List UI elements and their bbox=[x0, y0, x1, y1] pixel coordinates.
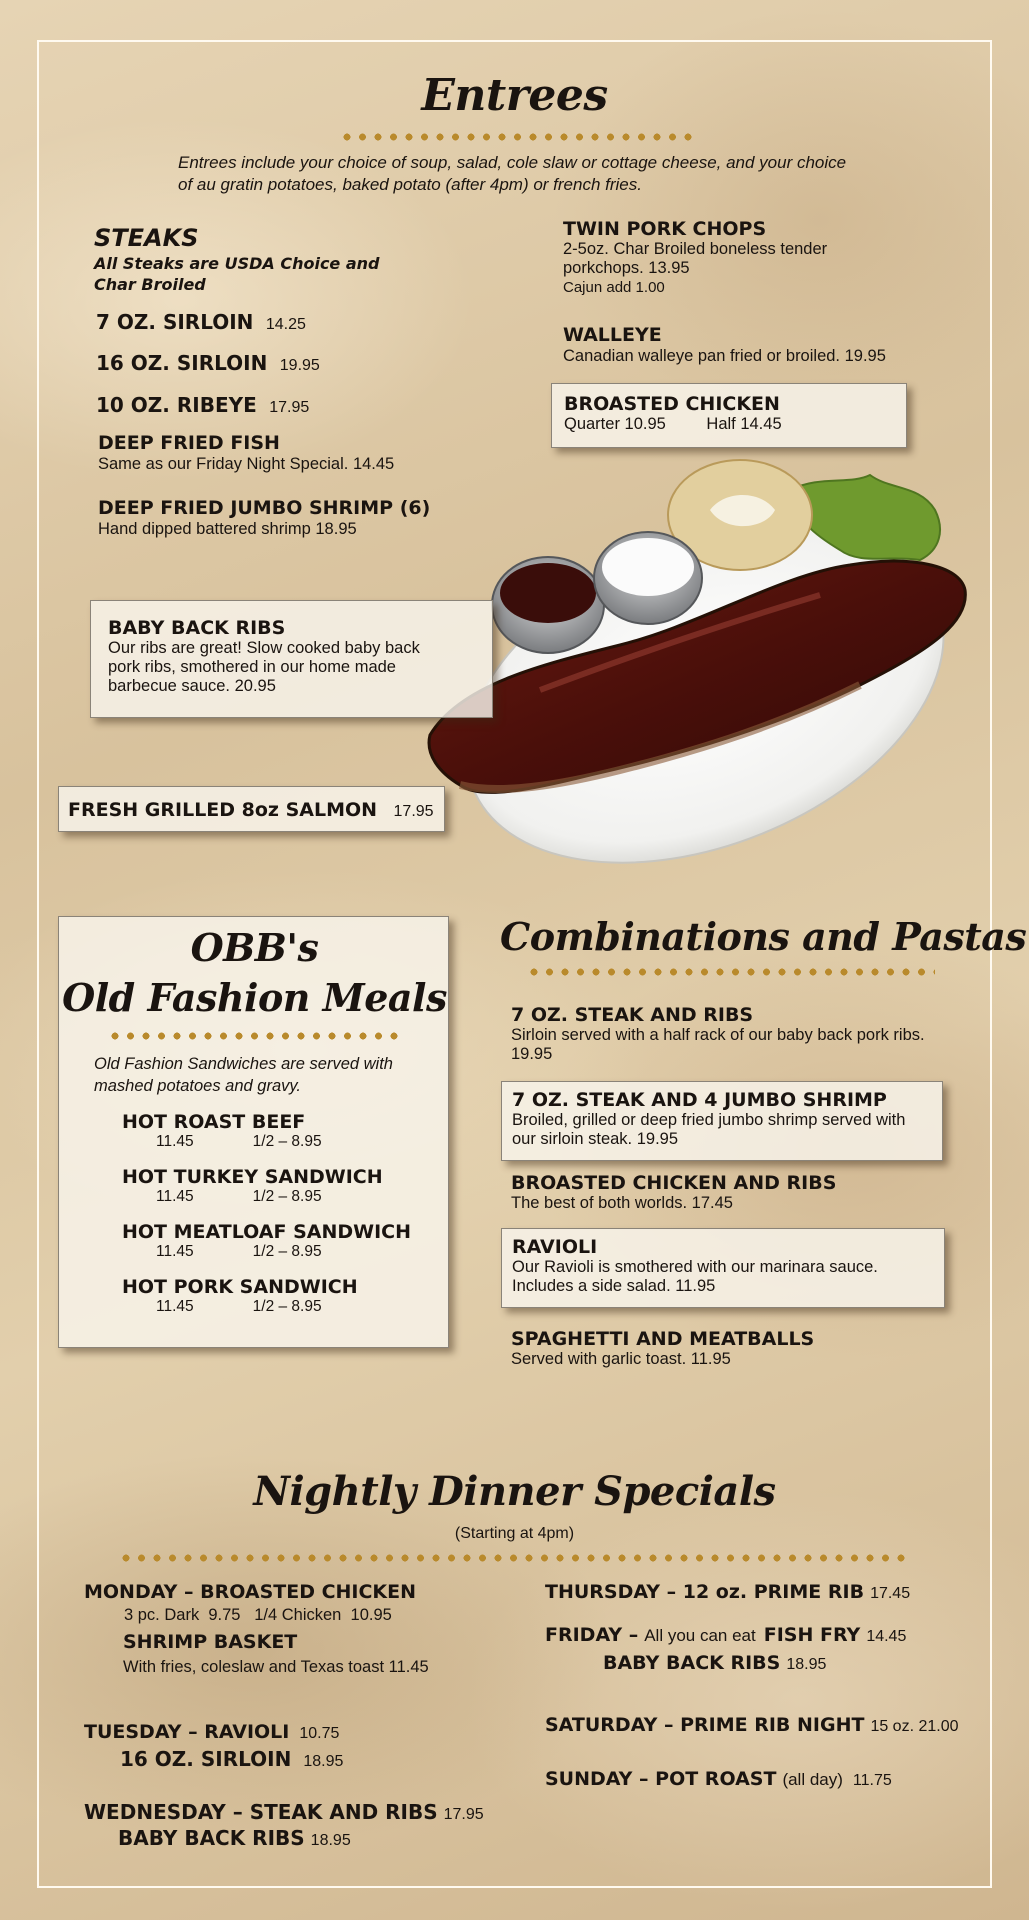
combo-steak-ribs bbox=[511, 1004, 951, 1064]
special-sunday bbox=[545, 1768, 892, 1790]
day-price: 11.75 bbox=[852, 1772, 892, 1789]
combo-chicken-ribs bbox=[511, 1172, 836, 1213]
old-fashion-meals-box bbox=[58, 916, 449, 1348]
combo-ravioli-box bbox=[501, 1228, 945, 1308]
entrees-divider bbox=[343, 133, 693, 141]
old-fashion-item-pork bbox=[122, 1276, 358, 1316]
steaks-note: All Steaks are USDA Choice and Char Broiled bbox=[94, 254, 380, 294]
day-label: SUNDAY – POT ROAST bbox=[545, 1768, 777, 1790]
menu-item-twin-pork-chops bbox=[563, 218, 827, 297]
item-desc-line2: porkchops. 13.95 bbox=[563, 259, 690, 277]
specials-subtitle: (Starting at 4pm) bbox=[454, 1525, 575, 1542]
day-label: THURSDAY – 12 oz. PRIME RIB bbox=[545, 1581, 865, 1603]
item-name: HOT MEATLOAF SANDWICH bbox=[122, 1221, 412, 1243]
full-price: 11.45 bbox=[156, 1243, 194, 1260]
item-name: BROASTED CHICKEN bbox=[564, 393, 780, 415]
item-name: BABY BACK RIBS bbox=[108, 617, 286, 639]
item-name: BROASTED CHICKEN AND RIBS bbox=[511, 1172, 837, 1194]
day-label: SATURDAY – PRIME RIB NIGHT bbox=[545, 1714, 865, 1736]
menu-item-walleye bbox=[563, 324, 886, 366]
old-fashion-item-turkey bbox=[122, 1166, 383, 1206]
full-price: 11.45 bbox=[156, 1188, 194, 1205]
tuesday-sub-price: 18.95 bbox=[303, 1753, 344, 1770]
item-name: 10 OZ. RIBEYE bbox=[96, 393, 257, 417]
day-price: 17.95 bbox=[443, 1806, 484, 1823]
item-name: TWIN PORK CHOPS bbox=[563, 218, 767, 240]
special-saturday bbox=[545, 1714, 959, 1736]
specials-title: Nightly Dinner Specials bbox=[253, 1468, 776, 1515]
bbq-sauce bbox=[500, 563, 596, 623]
friday-sub-item: BABY BACK RIBS bbox=[603, 1652, 781, 1674]
broasted-chicken-box bbox=[551, 383, 907, 448]
menu-item-deep-fried-fish bbox=[98, 432, 394, 474]
item-prices bbox=[122, 1133, 322, 1151]
entrees-intro: Entrees include your choice of soup, salad, cole slaw or cottage cheese, and your choice of au gratin potatoes, baked potato (after 4pm) or french fries. bbox=[178, 153, 847, 194]
combos-divider bbox=[530, 968, 935, 976]
tuesday-sub-item: 16 OZ. SIRLOIN bbox=[120, 1747, 292, 1771]
old-fashion-item-meatloaf bbox=[122, 1221, 411, 1261]
old-fashion-intro: Old Fashion Sandwiches are served with mashed potatoes and gravy. bbox=[94, 1055, 393, 1095]
combo-steak-shrimp-box bbox=[501, 1081, 943, 1161]
item-name: 7 OZ. STEAK AND 4 JUMBO SHRIMP bbox=[512, 1089, 887, 1111]
item-name: DEEP FRIED JUMBO SHRIMP (6) bbox=[98, 497, 431, 519]
special-thursday bbox=[545, 1581, 910, 1603]
salmon-box bbox=[58, 786, 445, 832]
item-name: HOT ROAST BEEF bbox=[122, 1111, 306, 1133]
monday-sub-desc: With fries, coleslaw and Texas toast 11.45 bbox=[123, 1658, 429, 1676]
half-price: 1/2 – 8.95 bbox=[252, 1188, 322, 1205]
quarter-price: Quarter 10.95 bbox=[564, 415, 666, 433]
old-fashion-item-roast-beef bbox=[122, 1111, 322, 1151]
half-price: 1/2 – 8.95 bbox=[252, 1298, 322, 1315]
day-label: TUESDAY – RAVIOLI bbox=[84, 1721, 290, 1743]
full-price: 11.45 bbox=[156, 1133, 194, 1150]
item-prices bbox=[122, 1188, 383, 1206]
steaks-heading: STEAKS bbox=[94, 224, 199, 252]
item-name: HOT TURKEY SANDWICH bbox=[122, 1166, 383, 1188]
item-name: 7 OZ. SIRLOIN bbox=[96, 310, 254, 334]
entrees-title: Entrees bbox=[421, 70, 608, 121]
item-name: DEEP FRIED FISH bbox=[98, 432, 280, 454]
monday-sub-item: SHRIMP BASKET bbox=[123, 1631, 298, 1653]
item-name: RAVIOLI bbox=[512, 1236, 598, 1258]
special-wednesday bbox=[84, 1800, 484, 1850]
item-name: FRESH GRILLED 8oz SALMON bbox=[68, 799, 378, 821]
sour-cream bbox=[602, 538, 694, 596]
day-line: 3 pc. Dark 9.75 1/4 Chicken 10.95 bbox=[124, 1606, 392, 1624]
baby-back-ribs-box bbox=[90, 600, 493, 718]
item-price: 14.25 bbox=[265, 316, 306, 333]
item-prices bbox=[564, 415, 894, 434]
specials-divider bbox=[122, 1554, 912, 1562]
item-desc: Broiled, grilled or deep fried jumbo shrimp served with our sirloin steak. 19.95 bbox=[512, 1111, 906, 1148]
item-desc: Hand dipped battered shrimp 18.95 bbox=[98, 520, 357, 538]
full-price: 11.45 bbox=[156, 1298, 194, 1315]
special-friday bbox=[545, 1624, 906, 1674]
item-desc: Canadian walleye pan fried or broiled. 19.95 bbox=[563, 347, 886, 365]
menu-item-16oz-sirloin bbox=[96, 351, 320, 375]
item-desc-line1: 2-5oz. Char Broiled boneless tender bbox=[563, 240, 828, 258]
item-desc: Served with garlic toast. 11.95 bbox=[511, 1350, 731, 1368]
old-fashion-divider bbox=[111, 1032, 401, 1040]
day-price: 10.75 bbox=[299, 1725, 340, 1742]
old-fashion-title-line1: OBB's bbox=[190, 925, 319, 970]
friday-price: 14.45 bbox=[866, 1628, 907, 1645]
item-name: 7 OZ. STEAK AND RIBS bbox=[511, 1004, 754, 1026]
item-prices bbox=[122, 1243, 411, 1261]
friday-item: FISH FRY bbox=[763, 1624, 861, 1646]
combo-spaghetti bbox=[511, 1328, 814, 1369]
item-price: 17.95 bbox=[393, 803, 434, 820]
item-desc-line3: Cajun add 1.00 bbox=[563, 279, 665, 296]
day-label: WEDNESDAY – STEAK AND RIBS bbox=[84, 1800, 438, 1824]
half-price: Half 14.45 bbox=[706, 415, 782, 433]
menu-item-10oz-ribeye bbox=[96, 393, 309, 417]
sunday-note: (all day) bbox=[782, 1770, 843, 1789]
item-desc: The best of both worlds. 17.45 bbox=[511, 1194, 733, 1212]
menu-item-jumbo-shrimp bbox=[98, 497, 430, 539]
combos-title: Combinations and Pastas bbox=[500, 914, 1027, 959]
friday-note: All you can eat bbox=[644, 1626, 756, 1645]
item-desc: Our Ravioli is smothered with our marinara sauce. Includes a side salad. 11.95 bbox=[512, 1258, 878, 1295]
item-price: 19.95 bbox=[279, 357, 320, 374]
item-desc: Our ribs are great! Slow cooked baby back pork ribs, smothered in our home made barbecue sauce. 20.95 bbox=[108, 639, 420, 695]
item-desc: Same as our Friday Night Special. 14.45 bbox=[98, 455, 395, 473]
item-prices bbox=[122, 1298, 358, 1316]
half-price: 1/2 – 8.95 bbox=[252, 1243, 322, 1260]
half-price: 1/2 – 8.95 bbox=[252, 1133, 322, 1150]
old-fashion-title-line2: Old Fashion Meals bbox=[62, 975, 447, 1020]
item-name: SPAGHETTI AND MEATBALLS bbox=[511, 1328, 815, 1350]
day-price: 15 oz. 21.00 bbox=[870, 1718, 959, 1735]
wednesday-sub-price: 18.95 bbox=[310, 1832, 351, 1849]
special-monday bbox=[84, 1581, 504, 1677]
item-price: 17.95 bbox=[269, 399, 310, 416]
item-name: 16 OZ. SIRLOIN bbox=[96, 351, 268, 375]
friday-sub-price: 18.95 bbox=[786, 1656, 827, 1673]
day-label: FRIDAY – bbox=[545, 1624, 639, 1646]
item-name: WALLEYE bbox=[563, 324, 662, 346]
day-price: 17.45 bbox=[870, 1585, 911, 1602]
wednesday-sub-item: BABY BACK RIBS bbox=[118, 1826, 305, 1850]
ribs-plate-photo bbox=[420, 455, 980, 875]
day-label: MONDAY – BROASTED CHICKEN bbox=[84, 1581, 417, 1603]
menu-item-7oz-sirloin bbox=[96, 310, 306, 334]
special-tuesday bbox=[84, 1721, 343, 1771]
item-name: HOT PORK SANDWICH bbox=[122, 1276, 358, 1298]
item-desc: Sirloin served with a half rack of our baby back pork ribs. 19.95 bbox=[511, 1026, 925, 1063]
